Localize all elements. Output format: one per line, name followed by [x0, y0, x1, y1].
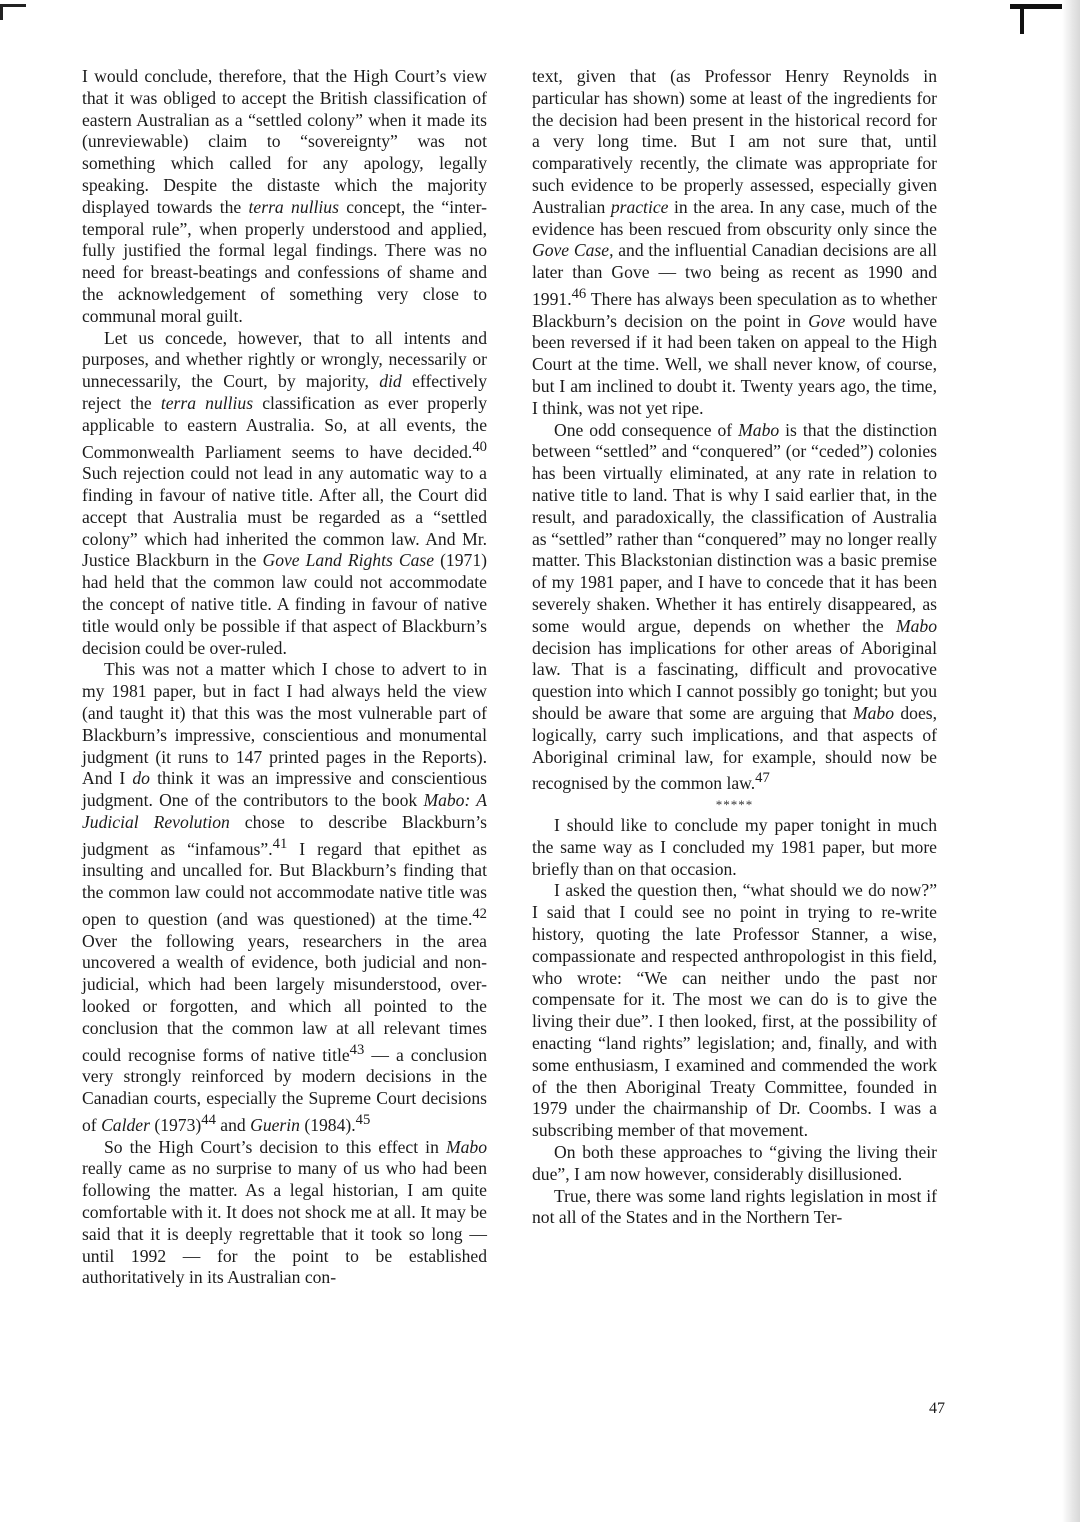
- paragraph: I would conclude, therefore, that the High Court’s view that it was obliged to accept the British classification of eastern Australian as a “settled colony” when it made its (unreviewable) claim to “sovereignty” was not something which called for any apology, legally speaking. Despite the distaste which the majority displayed towards the terra nullius concept, the “inter-temporal rule”, when properly understood and applied, fully justified the formal legal findings. There was no need for breast-beatings and confessions of shame and the acknowledgement of something very close to communal moral guilt.: [82, 66, 487, 326]
- paragraph: On both these approaches to “giving the living their due”, I am now however, considerably disillusioned.: [532, 1141, 937, 1184]
- page-number: 47: [929, 1400, 945, 1417]
- paragraph: text, given that (as Professor Henry Reynolds in particular has shown) some at least of the ingredients for the decision had been present in the historical record for a very long time. But I am not sure that, until comparatively recently, the climate was appropriate for such evidence to be properly assessed, especially given Australian practice in the area. In any case, much of the evidence has been rescued from obscurity only since the Gove Case, and the influential Canadian decisions are all later than Gove — two being as recent as 1990 and 1991.46 There has always been speculation as to whether Blackburn’s decision on the point in Gove would have been reversed if it had been taken on appeal to the High Court at the time. Well, we shall never know, of course, but I am inclined to doubt it. Twenty years ago, the time, I think, was not yet ripe.: [532, 66, 937, 418]
- right-text-column: [532, 66, 937, 1229]
- footnote-ref: 44: [201, 1111, 216, 1128]
- paragraph: So the High Court’s decision to this effect in Mabo really came as no surprise to many of us who had been following the matter. As a legal historian, I am quite comfortable with it. It does not shock me at all. It may be said that it is deeply regrettable that it took so long — until 1992 — for the point to be established authoritatively in its Australian con-: [82, 1136, 487, 1288]
- crop-mark-top-right: [1010, 0, 1080, 300]
- crop-mark-top-left: [0, 0, 30, 22]
- left-text-column: [82, 66, 487, 1289]
- paragraph: Let us concede, however, that to all intents and purposes, and whether rightly or wrongly, necessarily or unnecessarily, the Court, by majority, did effectively reject the terra nullius classification as ever properly applicable to eastern Australia. So, at all events, the Commonwealth Parliament seems to have decided.$^{40}$ Such rejection could not lead in any automatic way to a finding in favour of native title. After all, the Court did accept that Australia must be regarded as a “settled colony” which had inherited the common law. And Mr. Justice Blackburn in the Gove Land Rights Case (1971) had held that the common law could not accommodate the concept of native title. A finding in favour of native title would only be possible if that aspect of Blackburn’s decision could be over-ruled.: [82, 327, 487, 658]
- paragraph: True, there was some land rights legislation in most if not all of the States and in the Northern Ter-: [532, 1185, 937, 1228]
- footnote-ref: 46: [571, 285, 587, 302]
- footnote-ref: 42: [472, 906, 487, 922]
- footnote-ref: 40: [472, 438, 487, 455]
- footnote-ref: 41: [272, 835, 288, 852]
- section-separator: *****: [715, 797, 754, 813]
- paragraph: This was not a matter which I chose to advert to in my 1981 paper, but in fact I had always held the view (and taught it) that this was the most vulnerable part of Blackburn’s impressive, conscientious and monumental judgment (it runs to 147 printed pages in the Reports). And I do think it was an impressive and conscientious judgment. One of the contributors to the book Mabo: A Judicial Revolution chose to describe Blackburn’s judgment as “infamous”.$^{41}$ I regard that epithet as insulting and uncalled for. But Blackburn’s finding that the common law could not accommodate native title was open to question (and was questioned) at the time.$^{42}$ Over the following years, researchers in the area uncovered a wealth of evidence, both judicial and non-judicial, which had been largely misunderstood, over-looked or forgotten, and which all pointed to the conclusion that the common law at all relevant times could recognise forms of native title$^{43}$ — a conclusion very strongly reinforced by modern decisions in the Canadian courts, especially the Supreme Court decisions of Calder $(1973)^{44}$ and Guerin (1984).$^{45}$: [82, 659, 487, 1135]
- footnote-ref: 43: [349, 1041, 365, 1058]
- paragraph: I asked the question then, “what should we do now?” I said that I could see no point in trying to re-write history, quoting the late Professor Stanner, a wise, compassionate and respected anthropologist in this field, who wrote: “We can neither undo the past nor compensate for it. The most we can do is to give the living their due”. I then looked, first, at the possibility of enacting “land rights” legislation; and, finally, and with some enthusiasm, I examined and commended the work of the then Aboriginal Treaty Committee, founded in 1979 under the chairmanship of Dr. Coombs. I was a subscribing member of that movement.: [532, 880, 937, 1141]
- footnote-ref: 45: [355, 1111, 371, 1128]
- paragraph: One odd consequence of Mabo is that the distinction between “settled” and “conquered” (or “ceded”) colonies has been virtually eliminated, at any rate in relation to native title to land. That is why I said earlier that, in the result, and paradoxically, the classification of Australia as “settled” rather than “conquered” may no longer really matter. This Blackstonian distinction was a basic premise of my 1981 paper, and I have to concede that it has been severely shaken. Whether it has entirely disappeared, as some would argue, depends on whether the Mabo decision has implications for other areas of Aboriginal law. That is a fascinating, difficult and provocative question into which I cannot possibly go tonight; but you should be aware that some are arguing that Mabo does, logically, carry such implications, and that aspects of Aboriginal criminal law, for example, should now be recognised by the common law.$^{47}$: [532, 419, 938, 794]
- footnote-ref: 47: [755, 770, 770, 787]
- paragraph: I should like to conclude my paper tonight in much the same way as I concluded my 1981 paper, but more briefly than on that occasion.: [532, 815, 937, 879]
